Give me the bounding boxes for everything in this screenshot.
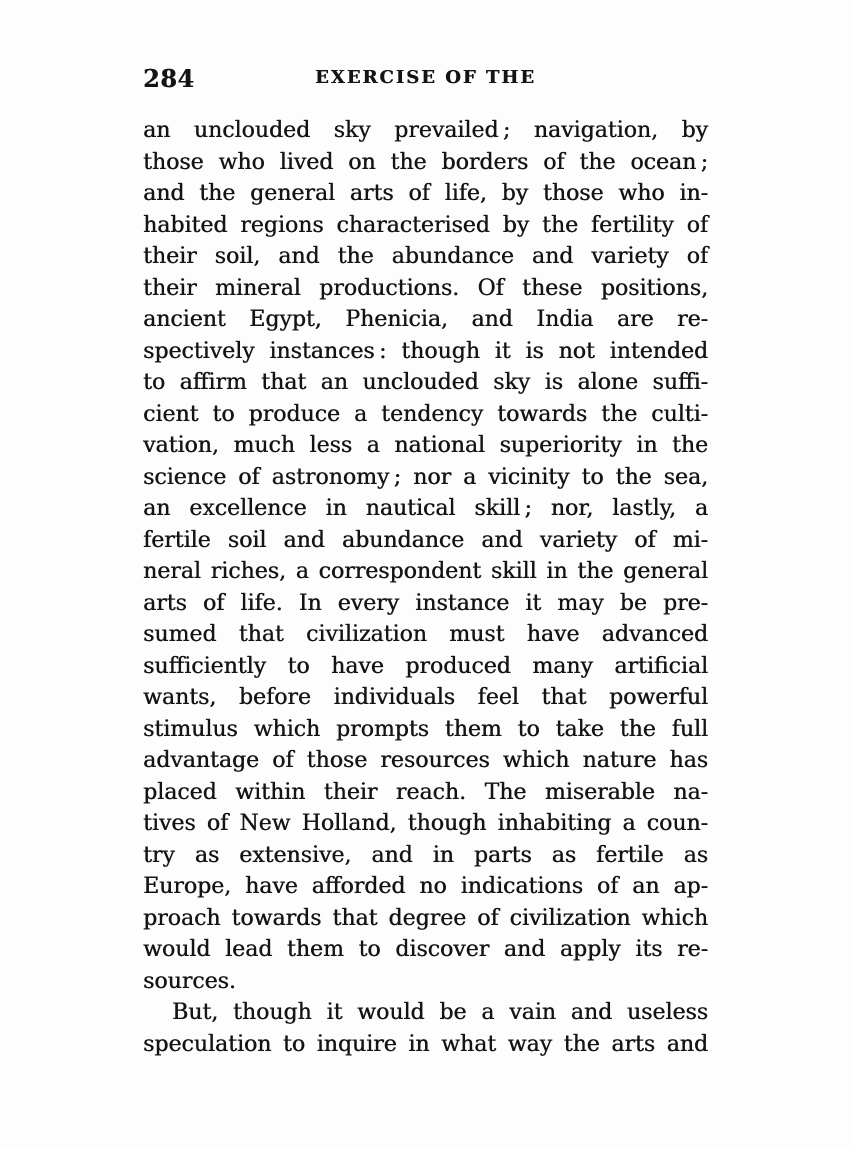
text-line: wants, before individuals feel that powerful: [143, 685, 708, 710]
text-line: placed within their reach. The miserable na-: [143, 779, 708, 805]
text-line: speculation to inquire in what way the arts and: [143, 1031, 708, 1057]
text-line: their soil, and the abundance and variety of: [143, 244, 708, 269]
text-line: proach towards that degree of civilization which: [143, 905, 708, 931]
text-line: their mineral productions. Of these positions,: [143, 275, 708, 301]
text-line: those who lived on the borders of the ocean ;: [143, 149, 708, 175]
text-line: sufficiently to have produced many artificial: [143, 653, 708, 679]
text-line: advantage of those resources which nature has: [143, 748, 708, 773]
text-line: sumed that civilization must have advanced: [143, 622, 708, 647]
body-text: [143, 115, 708, 1060]
text-line: ancient Egypt, Phenicia, and India are re-: [143, 307, 708, 332]
running-header: EXERCISE OF THE: [315, 67, 536, 88]
text-line: habited regions characterised by the fertility of: [143, 212, 708, 238]
text-line: science of astronomy ; nor a vicinity to the sea,: [143, 464, 708, 490]
page-number: 284: [143, 64, 195, 93]
text-line: cient to produce a tendency towards the culti-: [143, 401, 708, 427]
text-line: try as extensive, and in parts as fertile as: [143, 842, 708, 868]
text-line: vation, much less a national superiority in the: [143, 433, 708, 458]
page-header: [143, 64, 708, 94]
text-line: But, though it would be a vain and useless: [172, 1000, 708, 1025]
text-line: an excellence in nautical skill ; nor, lastly, a: [143, 496, 708, 521]
text-line: an unclouded sky prevailed ; navigation, by: [143, 118, 708, 143]
text-line: spectively instances : though it is not intended: [143, 338, 708, 364]
text-line: arts of life. In every instance it may be pre-: [143, 590, 708, 616]
text-line: stimulus which prompts them to take the full: [143, 716, 708, 742]
text-line: tives of New Holland, though inhabiting a coun-: [143, 811, 708, 836]
text-line: and the general arts of life, by those who in-: [143, 181, 708, 206]
text-line: sources.: [143, 968, 236, 994]
text-line: neral riches, a correspondent skill in the general: [143, 559, 708, 584]
text-line: Europe, have afforded no indications of an ap-: [143, 874, 708, 899]
text-line: would lead them to discover and apply its re-: [143, 937, 708, 962]
text-line: to affirm that an unclouded sky is alone suffi-: [143, 370, 708, 395]
text-line: fertile soil and abundance and variety of mi-: [143, 527, 708, 553]
